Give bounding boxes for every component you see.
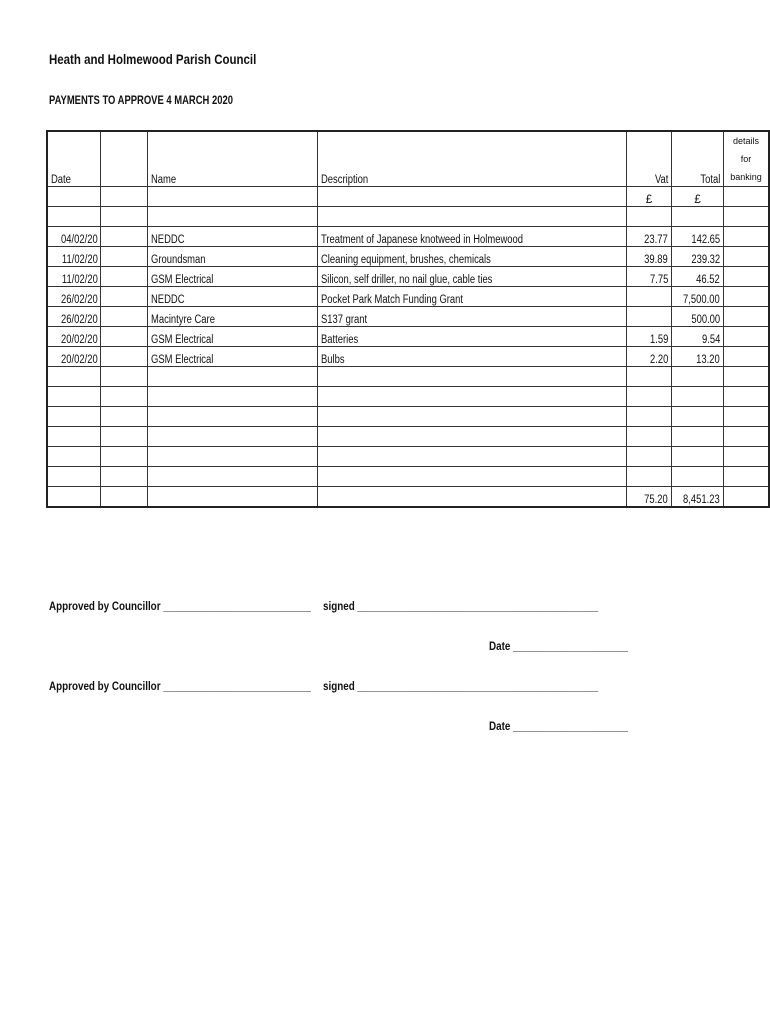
cell-banking	[723, 227, 769, 247]
cell-date: 20/02/20	[47, 347, 101, 367]
cell-banking	[723, 307, 769, 327]
cell-name: Macintyre Care	[147, 307, 317, 327]
cell-description: Batteries	[318, 327, 627, 347]
date-line-1: Date _____________________	[489, 639, 628, 653]
totals-row	[47, 487, 769, 508]
column-header-total: Total	[672, 131, 724, 187]
approved-by-councillor-2: Approved by Councillor ___________________________	[49, 679, 312, 693]
table-row	[47, 347, 769, 367]
cell-vat	[626, 307, 672, 327]
cell-description: Cleaning equipment, brushes, chemicals	[318, 247, 627, 267]
cell-total: 9.54	[672, 327, 724, 347]
approved-by-councillor-1: Approved by Councillor ___________________________	[49, 599, 312, 613]
table-header-row	[47, 131, 769, 187]
cell-name: Groundsman	[147, 247, 317, 267]
column-header-vat: Vat	[626, 131, 672, 187]
empty-row	[47, 367, 769, 387]
cell-blank	[101, 347, 147, 367]
cell-blank	[101, 287, 147, 307]
cell-total: 7,500.00	[672, 287, 724, 307]
cell-vat: 1.59	[626, 327, 672, 347]
cell-vat: 39.89	[626, 247, 672, 267]
cell-blank	[101, 247, 147, 267]
cell-description: Bulbs	[318, 347, 627, 367]
table-row	[47, 267, 769, 287]
cell-date: 26/02/20	[47, 307, 101, 327]
cell-date: 04/02/20	[47, 227, 101, 247]
currency-row	[47, 187, 769, 207]
cell-date: 20/02/20	[47, 327, 101, 347]
cell-date: 11/02/20	[47, 267, 101, 287]
column-header-banking: details for banking	[723, 131, 769, 187]
cell-vat: 2.20	[626, 347, 672, 367]
cell-total: 46.52	[672, 267, 724, 287]
payments-table	[46, 130, 770, 508]
vat-currency: £	[626, 187, 672, 207]
cell-blank	[101, 307, 147, 327]
cell-total: 13.20	[672, 347, 724, 367]
table-row	[47, 247, 769, 267]
table-row	[47, 227, 769, 247]
cell-description: Treatment of Japanese knotweed in Holmewood	[318, 227, 627, 247]
column-header-date: Date	[47, 131, 101, 187]
empty-row	[47, 467, 769, 487]
table-row	[47, 327, 769, 347]
cell-total: 142.65	[672, 227, 724, 247]
cell-banking	[723, 347, 769, 367]
cell-vat: 7.75	[626, 267, 672, 287]
column-header-blank	[101, 131, 147, 187]
cell-banking	[723, 267, 769, 287]
table-row	[47, 287, 769, 307]
cell-vat	[626, 287, 672, 307]
empty-row	[47, 427, 769, 447]
column-header-name: Name	[147, 131, 317, 187]
cell-blank	[101, 327, 147, 347]
cell-banking	[723, 247, 769, 267]
empty-row	[47, 447, 769, 467]
date-line-2: Date _____________________	[489, 719, 628, 733]
table-row	[47, 307, 769, 327]
cell-banking	[723, 327, 769, 347]
cell-name: NEDDC	[147, 227, 317, 247]
spacer-row	[47, 207, 769, 227]
cell-vat: 23.77	[626, 227, 672, 247]
cell-banking	[723, 287, 769, 307]
cell-total: 500.00	[672, 307, 724, 327]
empty-row	[47, 387, 769, 407]
cell-total: 239.32	[672, 247, 724, 267]
total-currency: £	[672, 187, 724, 207]
cell-name: GSM Electrical	[147, 327, 317, 347]
column-header-description: Description	[318, 131, 627, 187]
cell-name: GSM Electrical	[147, 267, 317, 287]
cell-date: 11/02/20	[47, 247, 101, 267]
cell-description: Silicon, self driller, no nail glue, cable ties	[318, 267, 627, 287]
cell-description: Pocket Park Match Funding Grant	[318, 287, 627, 307]
empty-row	[47, 407, 769, 427]
cell-date: 26/02/20	[47, 287, 101, 307]
cell-description: S137 grant	[318, 307, 627, 327]
signed-line-2: signed ____________________________________________	[323, 679, 599, 693]
organisation-title: Heath and Holmewood Parish Council	[49, 51, 257, 67]
cell-blank	[101, 227, 147, 247]
grand-total: 8,451.23	[672, 487, 724, 508]
document-subtitle: PAYMENTS TO APPROVE 4 MARCH 2020	[49, 95, 233, 107]
signed-line-1: signed ____________________________________________	[323, 599, 599, 613]
cell-name: GSM Electrical	[147, 347, 317, 367]
vat-total: 75.20	[626, 487, 672, 508]
cell-blank	[101, 267, 147, 287]
cell-name: NEDDC	[147, 287, 317, 307]
